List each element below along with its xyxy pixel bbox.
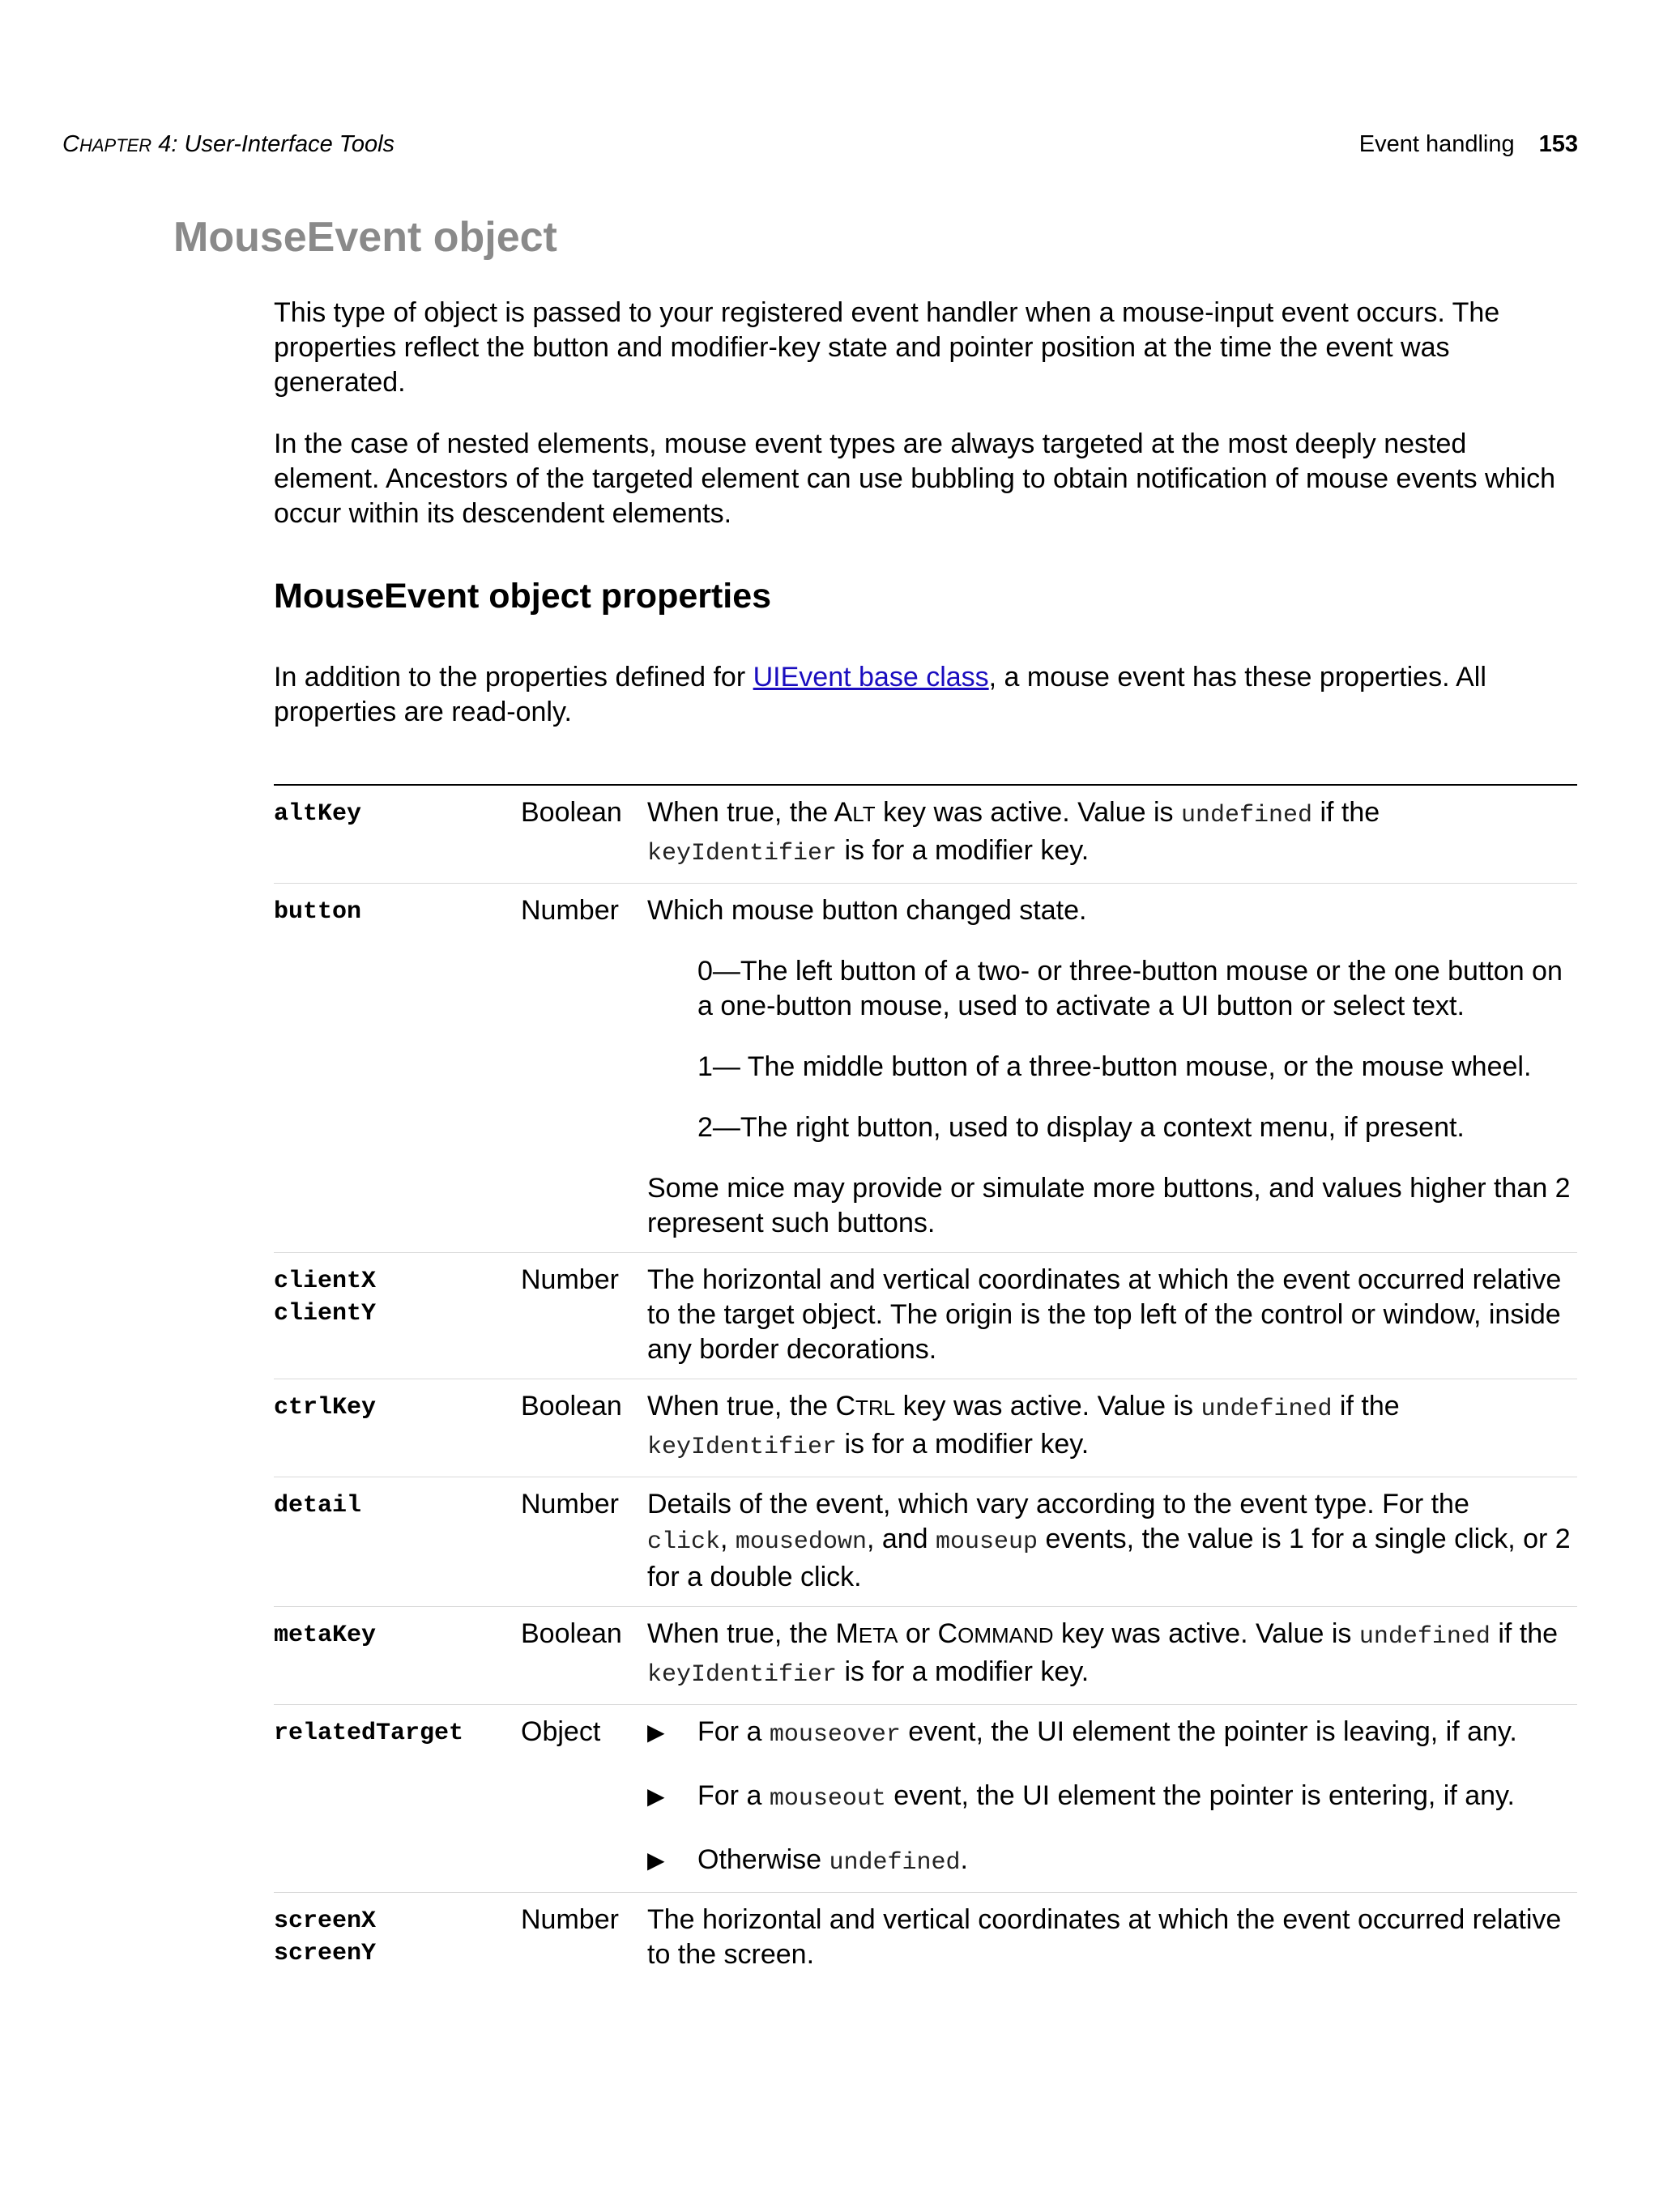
property-name: metaKey xyxy=(274,1622,377,1649)
uievent-base-class-link[interactable]: UIEvent base class xyxy=(753,662,989,693)
chapter-label: CHAPTER 4: User-Interface Tools xyxy=(62,131,395,157)
list-item: 2—The right button, used to display a context menu, if present. xyxy=(697,1112,1465,1143)
properties-table xyxy=(274,784,1577,1984)
property-description: The horizontal and vertical coordinates at which the event occurred relative to the screen. xyxy=(647,1904,1562,1970)
property-name: detail xyxy=(274,1492,362,1519)
properties-intro: In addition to the properties defined for UIEvent base class, a mouse event has these properties. All properties are read-only. xyxy=(274,662,1486,727)
page-title: MouseEvent object xyxy=(173,214,557,261)
triangle-bullet-icon: ▶ xyxy=(647,1848,665,1873)
list-item: ▶ Otherwise undefined. xyxy=(647,1843,1577,1881)
subsection-title: MouseEvent object properties xyxy=(274,577,772,616)
triangle-bullet-icon: ▶ xyxy=(647,1784,665,1809)
property-type: Number xyxy=(521,1904,619,1935)
property-name: screenX screenY xyxy=(274,1907,377,1967)
property-type: Boolean xyxy=(521,1391,622,1421)
property-name: button xyxy=(274,898,362,926)
list-item: 1— The middle button of a three-button mouse, or the mouse wheel. xyxy=(697,1051,1532,1082)
property-type: Number xyxy=(521,1489,619,1519)
property-type: Boolean xyxy=(521,1618,622,1649)
property-type: Number xyxy=(521,895,619,926)
property-name: altKey xyxy=(274,800,362,828)
section-label: Event handling 153 xyxy=(1358,131,1578,157)
property-type: Boolean xyxy=(521,797,622,828)
property-description: When true, the META or COMMAND key was active. Value is undefined if the keyIdentifier is for a modifier key. xyxy=(647,1618,1559,1689)
list-item: ▶ For a mouseover event, the UI element the pointer is leaving, if any. xyxy=(647,1715,1577,1753)
table-row xyxy=(274,1379,1577,1477)
property-type: Object xyxy=(521,1716,601,1747)
table-row xyxy=(274,1253,1577,1379)
page-number: 153 xyxy=(1538,131,1578,157)
list-item: 0—The left button of a two- or three-button mouse or the one button on a one-button mouse, used to activate a UI button or select text. xyxy=(697,956,1563,1021)
list-item: ▶ For a mouseout event, the UI element the pointer is entering, if any. xyxy=(647,1779,1577,1817)
property-description: When true, the ALT key was active. Value is undefined if the keyIdentifier is for a modifier key. xyxy=(647,797,1380,867)
property-name: relatedTarget xyxy=(274,1720,464,1747)
table-row xyxy=(274,786,1577,884)
property-description: Which mouse button changed state. 0—The left button of a two- or three-button mouse or the one button on a one-button mouse, used to activate a UI button or select text. 1— The middle button of a three-button mouse, or the mouse wheel. 2—The right button, used to display a context menu, if present. Some mice may provide or simulate more buttons, and values higher than 2 represent such buttons. xyxy=(647,893,1577,1241)
table-row xyxy=(274,1893,1577,1984)
table-row xyxy=(274,1477,1577,1607)
table-row xyxy=(274,884,1577,1253)
triangle-bullet-icon: ▶ xyxy=(647,1720,665,1745)
property-description: The horizontal and vertical coordinates at which the event occurred relative to the target object. The origin is the top left of the control or window, inside any border decorations. xyxy=(647,1264,1562,1365)
table-row xyxy=(274,1705,1577,1893)
property-name: clientX clientY xyxy=(274,1268,377,1328)
property-description: Details of the event, which vary according to the event type. For the click, mousedown, and mouseup events, the value is 1 for a single click, or 2 for a double click. xyxy=(647,1489,1571,1592)
property-name: ctrlKey xyxy=(274,1394,377,1421)
property-type: Number xyxy=(521,1264,619,1295)
property-description: When true, the CTRL key was active. Value is undefined if the keyIdentifier is for a modifier key. xyxy=(647,1391,1400,1461)
intro-paragraph-2: In the case of nested elements, mouse event types are always targeted at the most deeply nested element. Ancestors of the targeted element can use bubbling to obtain notification of mouse events which occur within its descendent elements. xyxy=(274,428,1555,529)
property-description xyxy=(647,1715,1577,1881)
table-row xyxy=(274,1607,1577,1705)
running-header xyxy=(62,128,1578,160)
intro-paragraph-1: This type of object is passed to your registered event handler when a mouse-input event occurs. The properties reflect the button and modifier-key state and pointer position at the time the event was generated. xyxy=(274,297,1500,398)
